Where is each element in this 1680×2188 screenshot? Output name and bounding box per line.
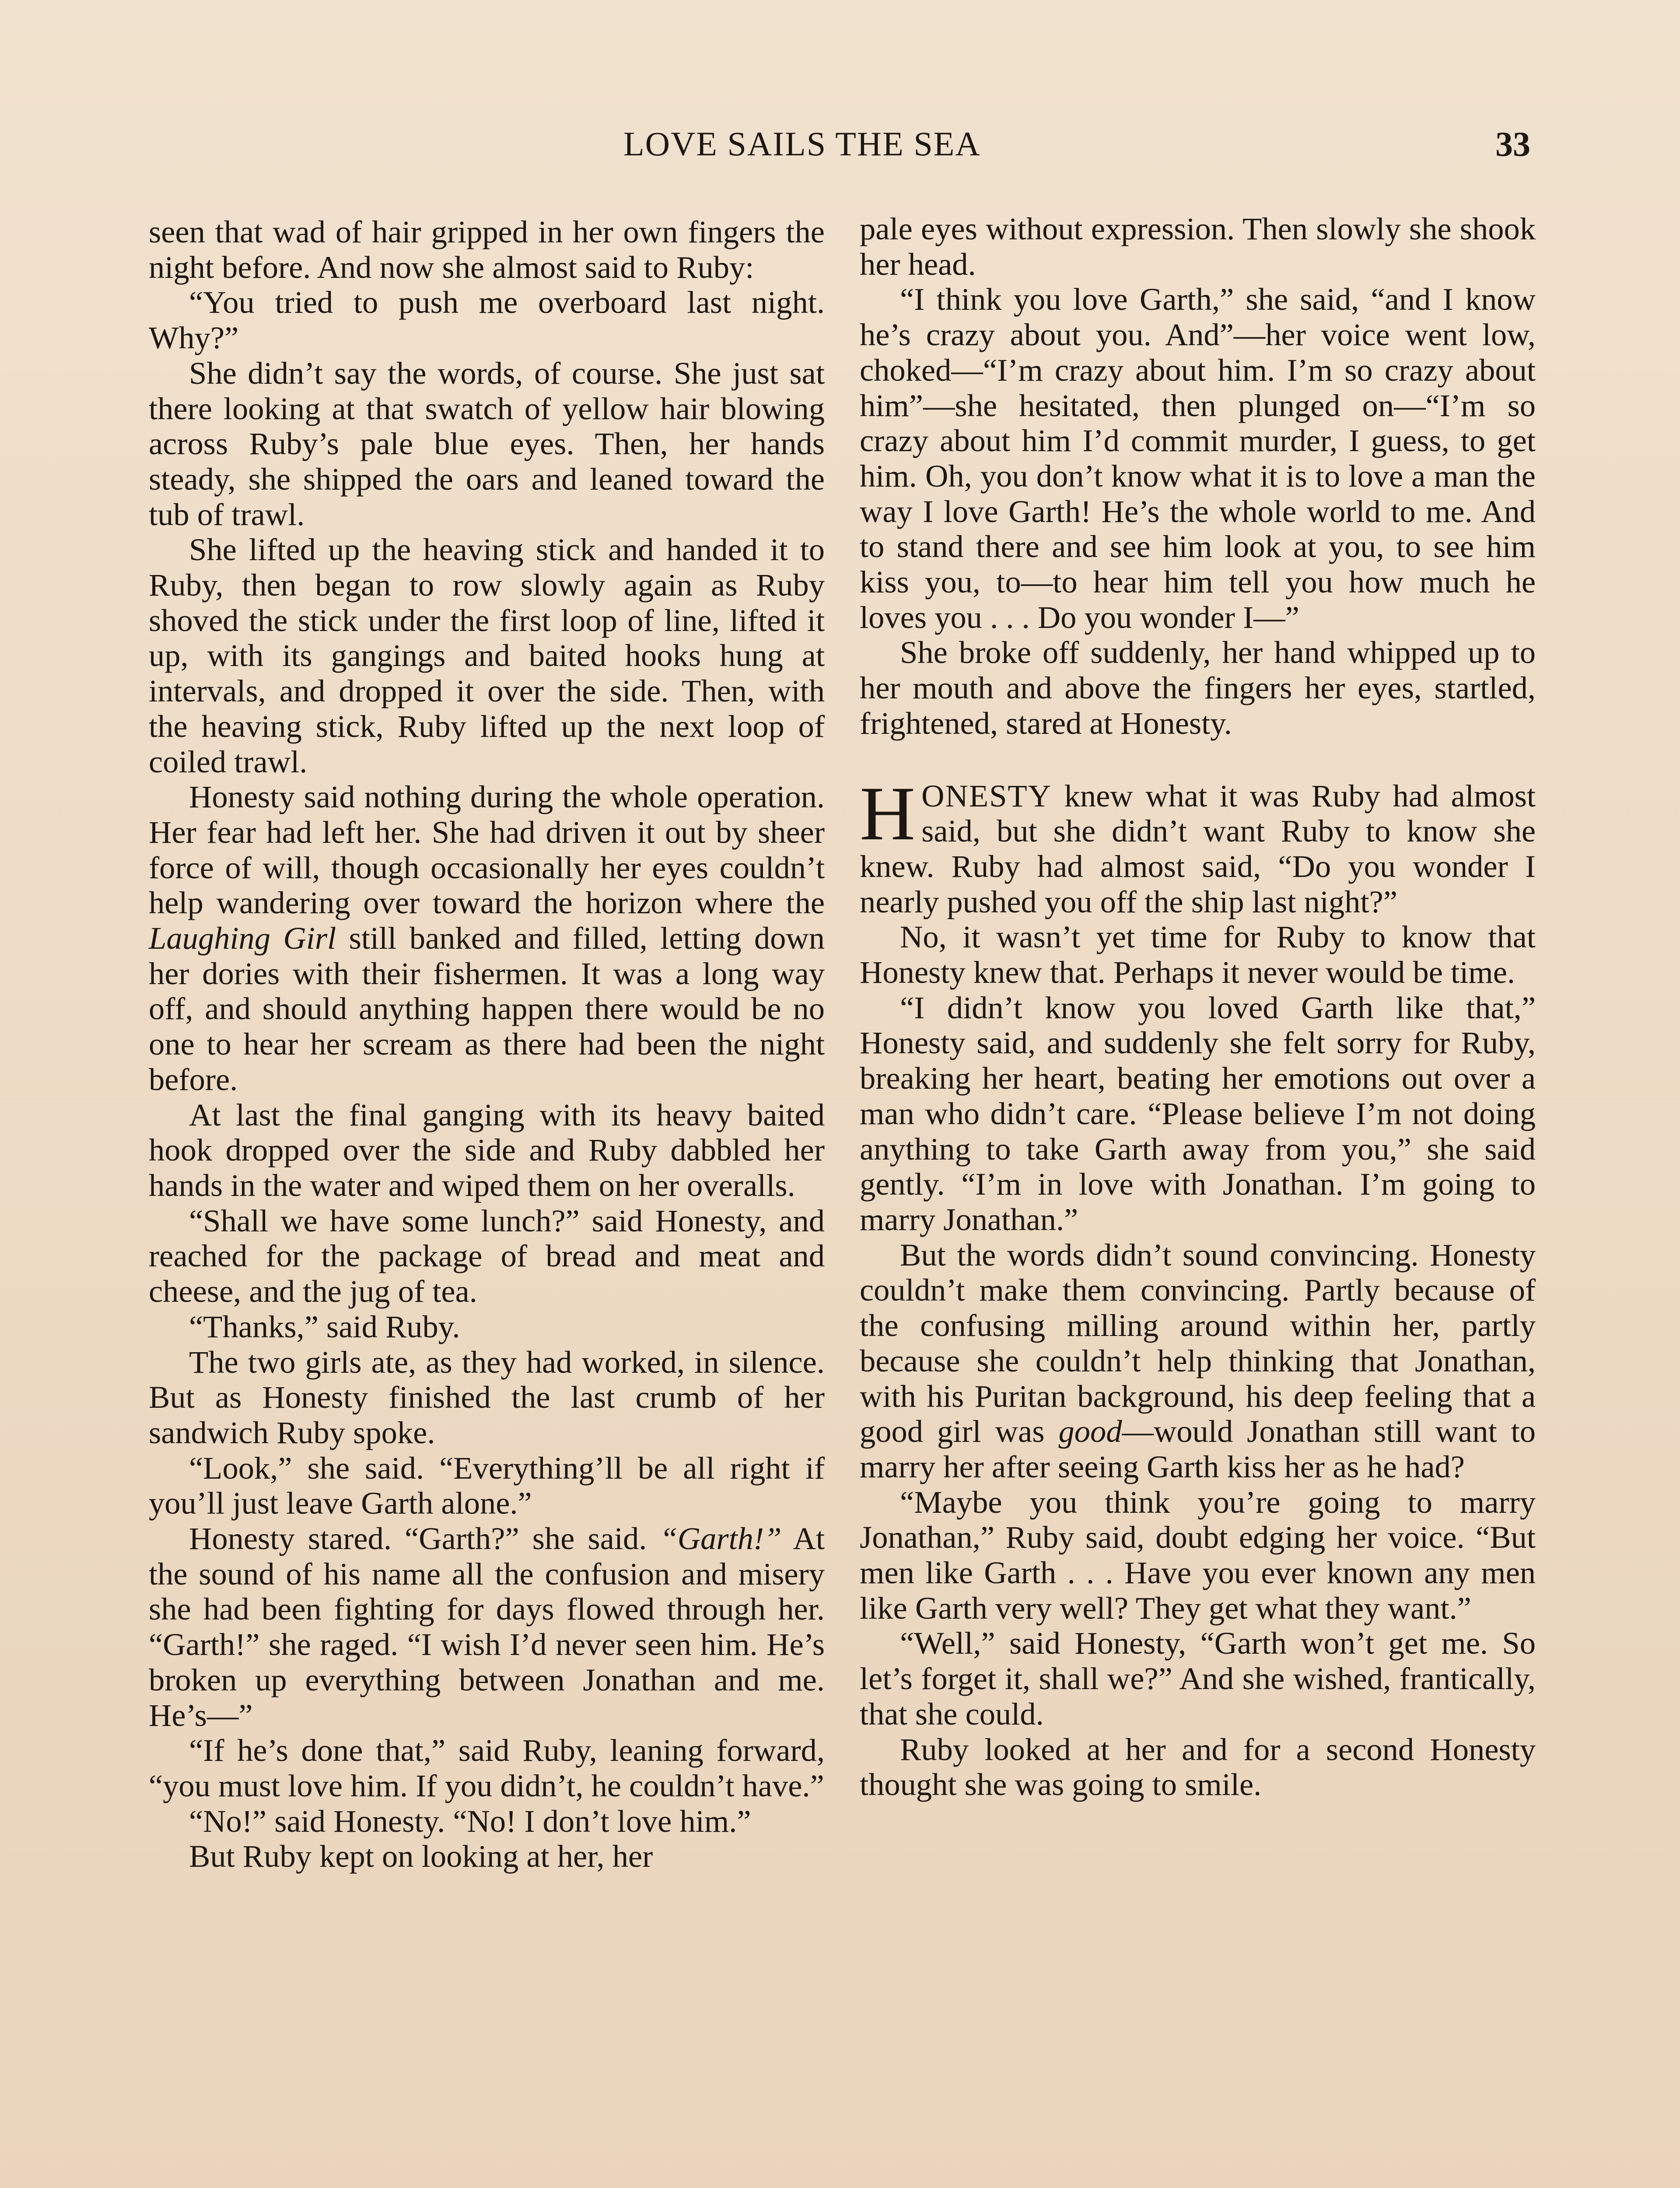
- text-run: But Ruby kept on looking at her, her: [189, 1838, 653, 1874]
- text-run: She lifted up the heaving stick and handed it to Ruby, then began to row slowly again as Ruby shoved the stick under the first loop of line, lifted it up, with its gangings and baited hooks hung at intervals, and dropped it over the side. Then, with the heaving stick, Ruby lifted up the next loop of coiled trawl.: [149, 532, 825, 779]
- text-run: “I think you love Garth,” she said, “and I know he’s crazy about you. And”—her voice went low, choked—“I’m crazy about him. I’m so crazy about him”—she hesitated, then plunged on—“I’m so crazy about him I’d commit murder, I guess, to get him. Oh, you don’t know what it is to love a man the way I love Garth! He’s the whole world to me. And to stand there and see him look at you, to see him kiss you, to—to hear him tell you how much he loves you . . . Do you wonder I—”: [860, 281, 1536, 635]
- paragraph: [149, 1345, 825, 1451]
- paragraph: [860, 211, 1536, 282]
- section-break: [860, 741, 1536, 778]
- italic-text: “Garth!”: [660, 1521, 782, 1557]
- paragraph: [149, 1521, 825, 1733]
- paragraph: [149, 356, 825, 533]
- running-title: LOVE SAILS THE SEA: [623, 125, 981, 163]
- page-number: 33: [1495, 125, 1530, 164]
- paragraph: [149, 1839, 825, 1874]
- page-header: [0, 127, 1680, 179]
- first-word: ONESTY: [921, 778, 1052, 813]
- paragraph: [149, 285, 825, 355]
- text-run: “If he’s done that,” said Ruby, leaning forward, “you must love him. If you didn’t, he couldn’t have.”: [149, 1732, 825, 1803]
- paragraph: [860, 282, 1536, 635]
- paragraph: [860, 919, 1536, 990]
- paragraph: [149, 1309, 825, 1345]
- italic-text: good: [1058, 1413, 1122, 1449]
- text-run: “Thanks,” said Ruby.: [189, 1308, 460, 1344]
- paragraph: [149, 1098, 825, 1203]
- paragraph: [860, 1626, 1536, 1732]
- paragraph: [149, 214, 825, 285]
- text-run: “Maybe you think you’re going to marry Jonathan,” Ruby said, doubt edging her voice. “But men like Garth . . . Have you ever known any men like Garth very well? They get what they want.”: [860, 1484, 1536, 1626]
- text-run: The two girls ate, as they had worked, in silence. But as Honesty finished the last crumb of her sandwich Ruby spoke.: [149, 1344, 825, 1450]
- text-run: knew what it was Ruby had almost said, but she didn’t want Ruby to know she knew. Ruby had almost said, “Do you wonder I nearly pushed you off the ship last night?”: [860, 778, 1536, 919]
- paragraph: [149, 532, 825, 779]
- paragraph: [860, 1238, 1536, 1485]
- paragraph: [860, 635, 1536, 741]
- text-run: Ruby looked at her and for a second Honesty thought she was going to smile.: [860, 1731, 1536, 1802]
- text-run: “Look,” she said. “Everything’ll be all right if you’ll just leave Garth alone.”: [149, 1450, 825, 1521]
- paragraph: [860, 990, 1536, 1238]
- paragraph: [860, 771, 1536, 920]
- text-run: She didn’t say the words, of course. She just sat there looking at that swatch of yellow hair blowing across Ruby’s pale blue eyes. Then, her hands steady, she shipped the oars and leaned toward the tub of trawl.: [149, 355, 825, 532]
- text-run: “Well,” said Honesty, “Garth won’t get me. So let’s forget it, shall we?” And she wished, frantically, that she could.: [860, 1625, 1536, 1732]
- right-column: [860, 211, 1536, 1802]
- paragraph: [149, 779, 825, 1097]
- text-run: But the words didn’t sound convincing. Honesty couldn’t make them convincing. Partly because of the confusing milling around within her, partly because she couldn’t help thinking that Jonathan, with his Puritan background, his deep feeling that a good girl was: [860, 1237, 1536, 1449]
- paragraph: [149, 1733, 825, 1803]
- drop-cap: H: [860, 771, 916, 856]
- text-run: At last the final ganging with its heavy baited hook dropped over the side and Ruby dabbled her hands in the water and wiped them on her overalls.: [149, 1097, 825, 1203]
- text-run: still banked and filled, letting down her dories with their fishermen. It was a long way off, and should anything happen there would be no one to hear her scream as there had been the night before.: [149, 920, 825, 1097]
- text-run: “I didn’t know you loved Garth like that,” Honesty said, and suddenly she felt sorry for Ruby, breaking her heart, beating her emotions out over a man who didn’t care. “Please believe I’m not doing anything to take Garth away from you,” she said gently. “I’m in love with Jonathan. I’m going to marry Jonathan.”: [860, 989, 1536, 1237]
- text-run: —would Jonathan still want to marry her after seeing Garth kiss her as he had?: [860, 1413, 1536, 1484]
- text-run: seen that wad of hair gripped in her own fingers the night before. And now she almost said to Ruby:: [149, 214, 825, 285]
- paragraph: [860, 1732, 1536, 1802]
- text-run: “Shall we have some lunch?” said Honesty, and reached for the package of bread and meat and cheese, and the jug of tea.: [149, 1203, 825, 1309]
- text-run: pale eyes without expression. Then slowly she shook her head.: [860, 211, 1536, 282]
- italic-text: Laughing Girl: [149, 920, 336, 956]
- text-run: “No!” said Honesty. “No! I don’t love him.”: [189, 1803, 751, 1839]
- text-run: Honesty said nothing during the whole operation. Her fear had left her. She had driven it out by sheer force of will, though occasionally her eyes couldn’t help wandering over toward the horizon where the: [149, 779, 825, 921]
- left-column: [149, 214, 825, 1874]
- paragraph: [860, 1485, 1536, 1626]
- paragraph: [149, 1203, 825, 1309]
- text-run: “You tried to push me overboard last night. Why?”: [149, 284, 825, 356]
- paragraph: [149, 1804, 825, 1839]
- text-run: She broke off suddenly, her hand whipped up to her mouth and above the fingers her eyes, startled, frightened, stared at Honesty.: [860, 635, 1536, 741]
- text-run: At the sound of his name all the confusion and misery she had been fighting for days flowed through her. “Garth!” she raged. “I wish I’d never seen him. He’s broken up everything between Jonathan and me. He’s—”: [149, 1521, 825, 1733]
- text-run: Honesty stared. “Garth?” she said.: [189, 1521, 660, 1557]
- paragraph: [149, 1451, 825, 1521]
- text-run: No, it wasn’t yet time for Ruby to know that Honesty knew that. Perhaps it never would be time.: [860, 919, 1536, 990]
